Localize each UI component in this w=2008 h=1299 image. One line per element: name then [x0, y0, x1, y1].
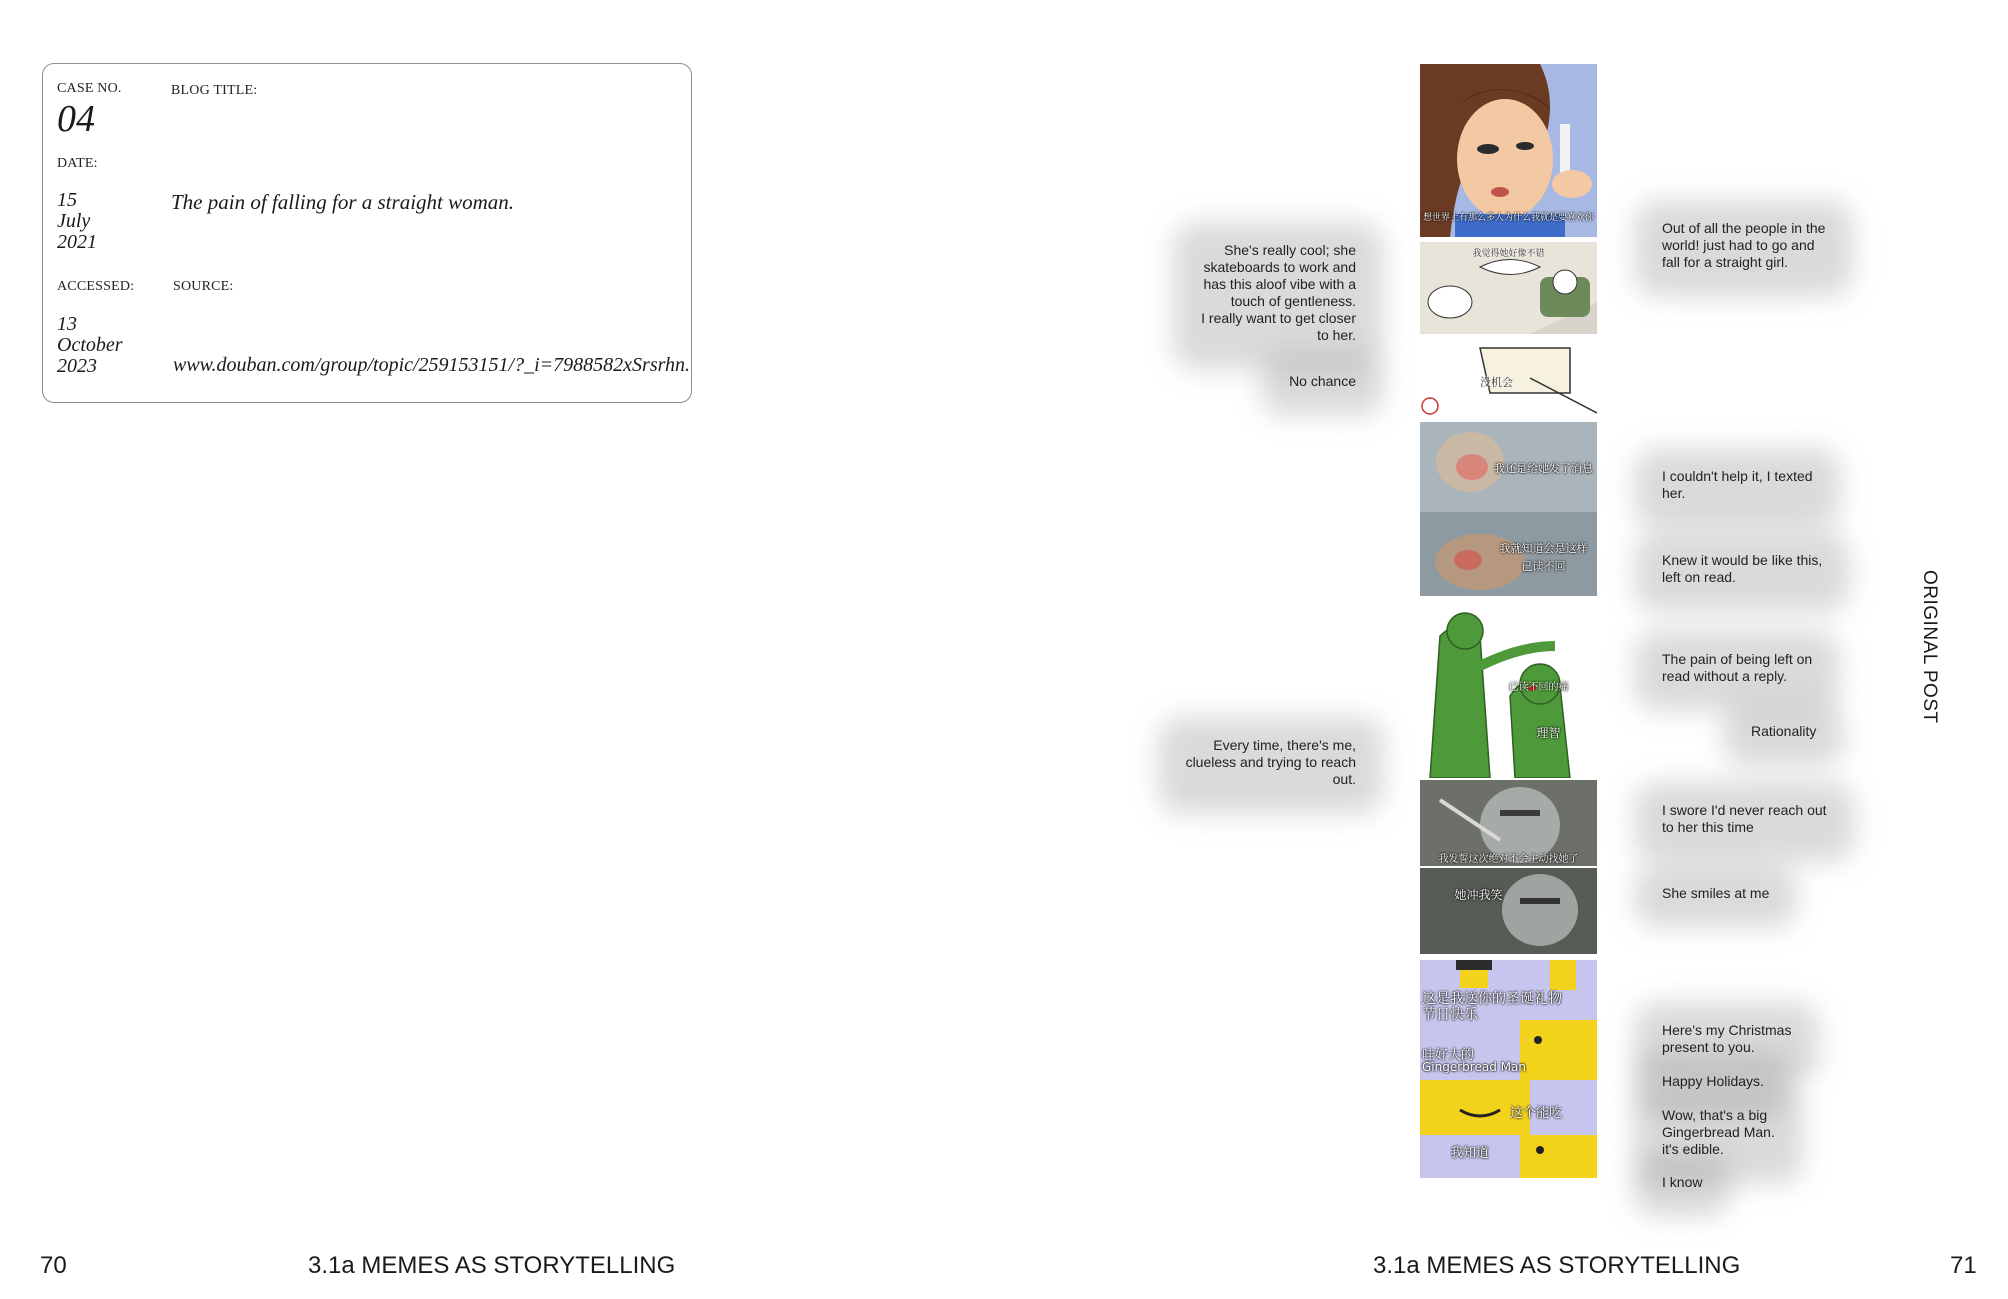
accessed-month: October [57, 334, 123, 356]
caption-line: out. [1332, 771, 1356, 787]
panel4-caption-a: 我还是给她发了消息 [1494, 462, 1593, 475]
caption-right [1662, 1174, 1702, 1191]
caption-line: to her this time [1662, 819, 1754, 835]
caption-line: it's edible. [1662, 1141, 1724, 1157]
date-month: July [57, 210, 91, 232]
caption-right [1662, 1022, 1791, 1056]
caption-right [1662, 885, 1769, 902]
accessed-year: 2023 [57, 355, 97, 377]
accessed-value [57, 314, 147, 377]
caption-line: world! just had to go and [1662, 237, 1815, 253]
panel5-caption-a: 已读不回的痛 [1508, 682, 1569, 693]
meme-panel-frogs [1420, 606, 1597, 778]
caption-right [1662, 1107, 1775, 1158]
caption-line: to her. [1317, 327, 1356, 343]
caption-line: her. [1662, 485, 1686, 501]
caption-line: She smiles at me [1662, 885, 1770, 901]
caption-line: left on read. [1662, 569, 1736, 585]
date-value [57, 190, 147, 253]
caption-line: I swore I'd never reach out [1662, 802, 1827, 818]
panel7-caption-d: Gingerbread Man [1422, 1060, 1526, 1074]
meme-panel-scroll [1420, 338, 1597, 418]
caption-line: Wow, that's a big [1662, 1107, 1768, 1123]
accessed-label: ACCESSED: [57, 279, 135, 294]
caption-line: Knew it would be like this, [1662, 552, 1823, 568]
caption-right [1662, 1073, 1764, 1090]
panel2-caption: 我觉得她好像不错 [1472, 249, 1545, 259]
original-post-label: ORIGINAL POST [1919, 570, 1940, 724]
caption-line: Here's my Christmas [1662, 1022, 1792, 1038]
meme-panel-lego [1420, 960, 1597, 1178]
panel7-caption-e: 这个能吃 [1510, 1106, 1563, 1121]
caption-right [1751, 723, 1816, 740]
panel4-caption-b: 我就知道会是这样 [1499, 542, 1588, 555]
caption-line: She's really cool; she [1224, 242, 1356, 258]
date-day: 15 [57, 189, 77, 211]
caption-line: I really want to get closer [1201, 310, 1356, 326]
caption-line: I couldn't help it, I texted [1662, 468, 1813, 484]
blog-title-label: BLOG TITLE: [171, 83, 258, 98]
panel5-caption-b: 理智 [1536, 726, 1561, 740]
caption-line: No chance [1289, 373, 1356, 389]
blog-title: The pain of falling for a straight woman. [171, 190, 515, 214]
panel7-caption-a: 这是我送你的圣诞礼物 [1422, 991, 1562, 1007]
panel3-caption: 没机会 [1480, 376, 1513, 389]
caption-line: read without a reply. [1662, 668, 1788, 684]
date-year: 2021 [57, 231, 97, 253]
meme-panel-knight [1420, 780, 1597, 954]
caption-left [1201, 242, 1356, 344]
panel6-caption-a: 我发誓这次绝对不会主动找她了 [1438, 854, 1579, 865]
meme-panel-monkeys [1420, 422, 1597, 596]
panel7-caption-c: 哇好大的 [1422, 1048, 1475, 1063]
caption-line: present to you. [1662, 1039, 1755, 1055]
left-section-title: 3.1a MEMES AS STORYTELLING [308, 1252, 676, 1279]
panel6-caption-b: 她冲我笑 [1454, 888, 1503, 902]
caption-line: The pain of being left on [1662, 651, 1813, 667]
meme-panel-princess [1420, 64, 1597, 237]
caption-right [1662, 220, 1825, 271]
panel4-caption-c: 已读不回 [1521, 560, 1566, 573]
caption-line: touch of gentleness. [1230, 293, 1356, 309]
knight-photo [1420, 780, 1597, 954]
caption-line: Rationality [1751, 723, 1817, 739]
caption-line: skateboards to work and [1203, 259, 1356, 275]
source-label: SOURCE: [173, 279, 234, 294]
left-page-number: 70 [40, 1252, 67, 1279]
caption-right [1662, 552, 1822, 586]
caption-line: has this aloof vibe with a [1203, 276, 1356, 292]
case-no-label: CASE NO. [57, 81, 122, 96]
panel1-caption: 想世界上有那么多人为什么我就是要喜欢你 [1422, 213, 1594, 223]
date-label: DATE: [57, 156, 98, 171]
caption-right [1662, 468, 1813, 502]
right-page-number: 71 [1950, 1252, 1977, 1279]
caption-line: fall for a straight girl. [1662, 254, 1789, 270]
panel7-caption-f: 我知道 [1450, 1146, 1490, 1161]
panel7-caption-b: 节日快乐 [1422, 1007, 1478, 1023]
caption-right [1662, 651, 1812, 685]
caption-right [1662, 802, 1827, 836]
caption-left [1289, 373, 1356, 390]
caption-line: Happy Holidays. [1662, 1073, 1764, 1089]
caption-line: Every time, there's me, [1213, 737, 1356, 753]
caption-line: Gingerbread Man. [1662, 1124, 1775, 1140]
source-url: www.douban.com/group/topic/259153151/?_i=7988582xSrsrhn. [173, 354, 691, 376]
meme-panel-couch [1420, 242, 1597, 334]
caption-line: Out of all the people in the [1662, 220, 1826, 236]
caption-line: I know [1662, 1174, 1703, 1190]
case-card [42, 63, 692, 403]
right-section-title: 3.1a MEMES AS STORYTELLING [1373, 1252, 1741, 1279]
caption-line: clueless and trying to reach [1185, 754, 1356, 770]
case-number: 04 [57, 98, 95, 140]
accessed-day: 13 [57, 313, 77, 335]
caption-left [1186, 737, 1356, 788]
